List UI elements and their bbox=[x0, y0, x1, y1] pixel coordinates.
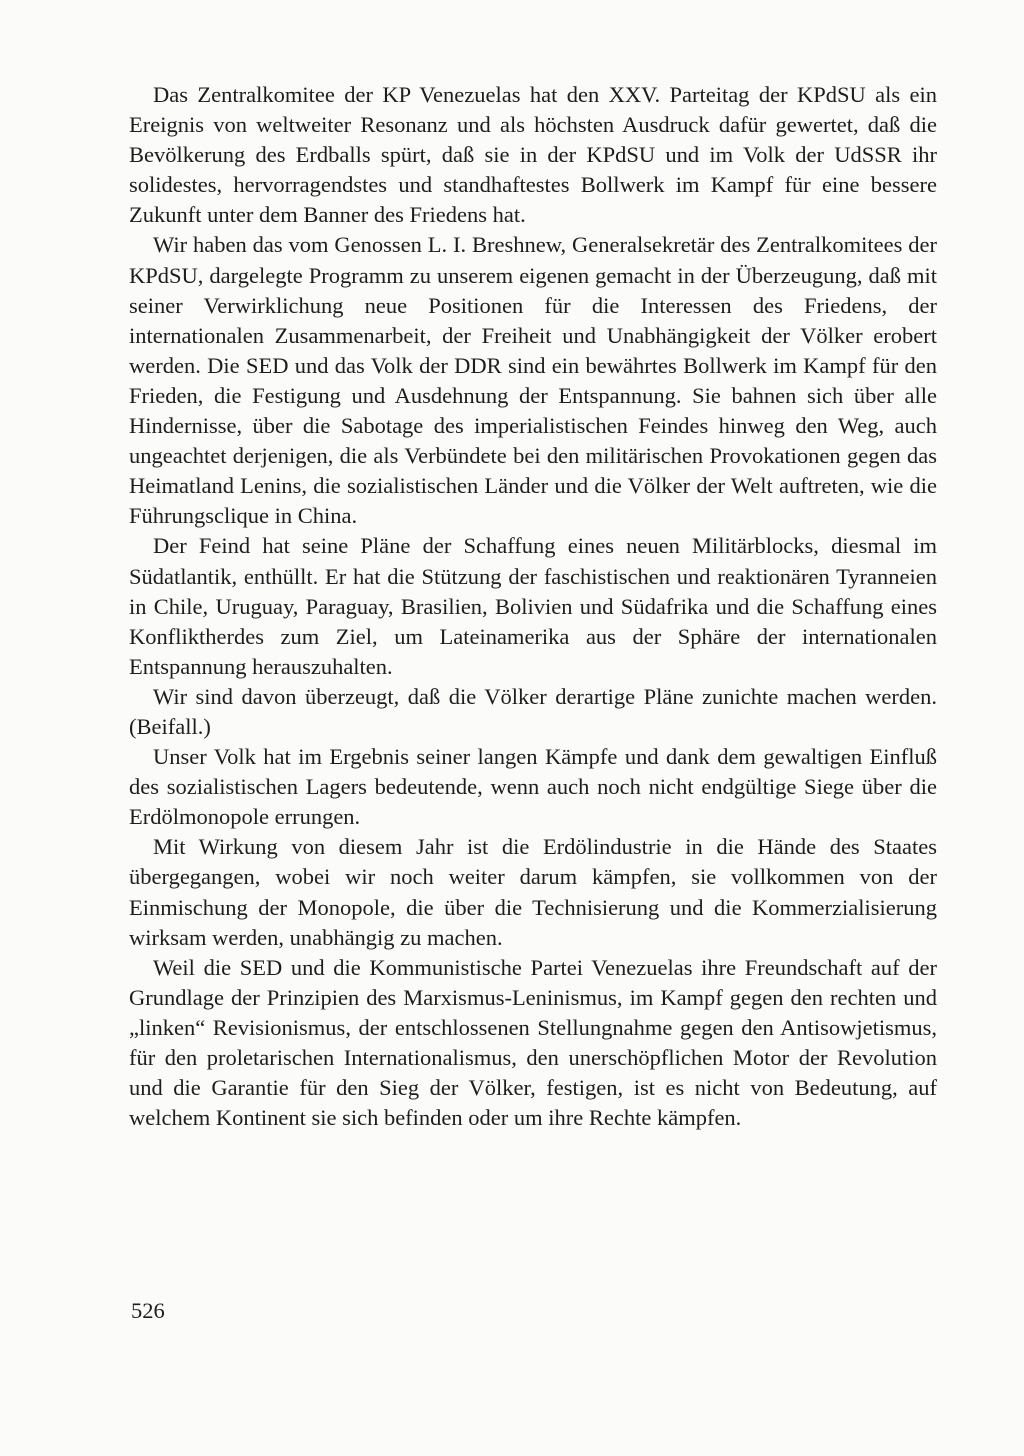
body-text bbox=[129, 80, 937, 1133]
paragraph-7: Weil die SED und die Kommunistische Partei Venezuelas ihre Freundschaft auf der Grundlage der Prinzipien des Marxismus-Leninismus, im Kampf gegen den rechten und „linken“ Revisionismus, der entschlossenen Stellungnahme gegen den Antisowjetismus, für den proletarischen Internationalismus, den unerschöpflichen Motor der Revolution und die Garantie für den Sieg der Völker, festigen, ist es nicht von Bedeutung, auf welchem Kontinent sie sich befinden oder um ihre Rechte kämpfen. bbox=[129, 954, 937, 1131]
paragraph-2: Wir haben das vom Genossen L. I. Breshnew, Generalsekretär des Zentralkomitees der KPdSU, dargelegte Programm zu unserem eigenen gemacht in der Überzeugung, daß mit seiner Verwirklichung neue Positionen für die Interessen des Friedens, der internationalen Zusammenarbeit, der Freiheit und Unabhängigkeit der Völker erobert werden. Die SED und das Volk der DDR sind ein bewährtes Bollwerk im Kampf für den Frieden, die Festigung und Ausdehnung der Entspannung. Sie bahnen sich über alle Hindernisse, über die Sabotage des imperialistischen Feindes hinweg den Weg, auch ungeachtet derjenigen, die als Verbündete bei den militärischen Provokationen gegen das Heimatland Lenins, die sozialistischen Länder und die Völker der Welt auftreten, wie die Führungsclique in China. bbox=[129, 232, 937, 529]
page-number: 526 bbox=[131, 1298, 165, 1323]
paragraph-1: Das Zentralkomitee der KP Venezuelas hat den XXV. Parteitag der KPdSU als ein Ereignis von weltweiter Resonanz und als höchsten Ausdruck dafür gewertet, daß die Bevölkerung des Erdballs spürt, daß sie in der KPdSU und im Volk der UdSSR ihr solidestes, hervorragendstes und standhaftestes Bollwerk im Kampf für eine bessere Zukunft unter dem Banner des Friedens hat. bbox=[129, 82, 937, 228]
paragraph-4: Wir sind davon überzeugt, daß die Völker derartige Pläne zunichte machen werden. (Beifall.) bbox=[129, 683, 937, 739]
paragraph-5: Unser Volk hat im Ergebnis seiner langen Kämpfe und dank dem gewaltigen Einfluß des sozialistischen Lagers bedeutende, wenn auch noch nicht endgültige Siege über die Erdölmonopole errungen. bbox=[129, 744, 937, 830]
paragraph-6: Mit Wirkung von diesem Jahr ist die Erdölindustrie in die Hände des Staates übergegangen, wobei wir noch weiter darum kämpfen, sie vollkommen von der Einmischung der Monopole, die über die Technisierung und die Kommerzialisierung wirksam werden, unabhängig zu machen. bbox=[129, 834, 937, 950]
paragraph-3: Der Feind hat seine Pläne der Schaffung eines neuen Militärblocks, diesmal im Südatlantik, enthüllt. Er hat die Stützung der faschistischen und reaktionären Tyranneien in Chile, Uruguay, Paraguay, Brasilien, Bolivien und Südafrika und die Schaffung eines Konfliktherdes zum Ziel, um Lateinamerika aus der Sphäre der internationalen Entspannung herauszuhalten. bbox=[129, 533, 937, 679]
